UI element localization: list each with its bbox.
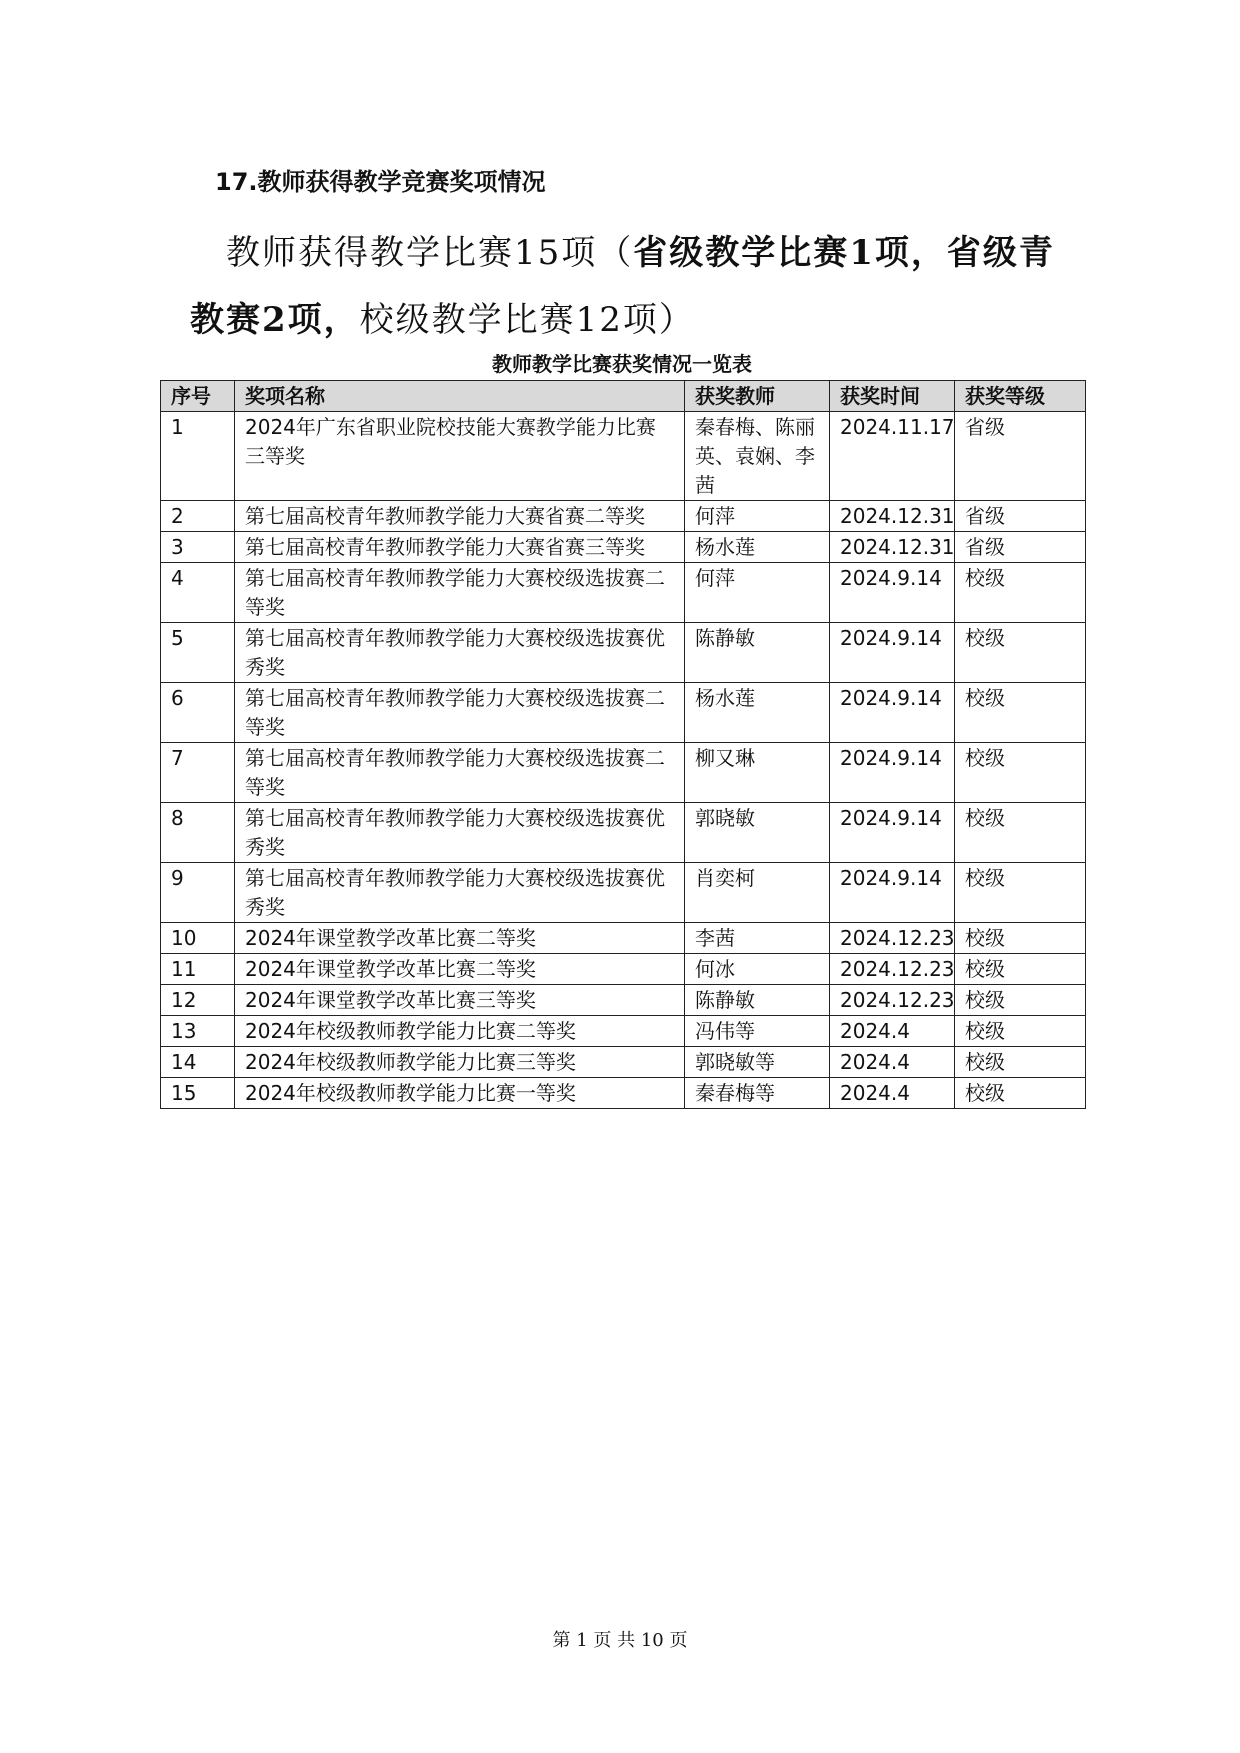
row-name: 2024年广东省职业院校技能大赛教学能力比赛三等奖: [235, 412, 685, 501]
header-level: 获奖等级: [955, 381, 1086, 412]
row-date: 2024.12.23: [830, 985, 955, 1016]
row-level: 校级: [955, 863, 1086, 923]
row-name: 2024年课堂教学改革比赛三等奖: [235, 985, 685, 1016]
row-teacher: 何萍: [685, 563, 830, 623]
row-no: 5: [161, 623, 235, 683]
row-level: 校级: [955, 563, 1086, 623]
row-level: 省级: [955, 532, 1086, 563]
row-no: 2: [161, 501, 235, 532]
summary-part-2: 省级教学比赛1项，省级青教赛2项，: [190, 233, 1055, 340]
row-teacher: 郭晓敏等: [685, 1047, 830, 1078]
table-row: [161, 1016, 1086, 1047]
row-name: 2024年校级教师教学能力比赛一等奖: [235, 1078, 685, 1109]
row-name: 2024年校级教师教学能力比赛二等奖: [235, 1016, 685, 1047]
row-name: 第七届高校青年教师教学能力大赛省赛三等奖: [235, 532, 685, 563]
row-date: 2024.12.31: [830, 501, 955, 532]
row-level: 校级: [955, 985, 1086, 1016]
summary-part-1: 教师获得教学比赛15项（: [226, 233, 634, 273]
row-level: 校级: [955, 923, 1086, 954]
table-row: [161, 743, 1086, 803]
row-no: 3: [161, 532, 235, 563]
table-row: [161, 923, 1086, 954]
row-name: 第七届高校青年教师教学能力大赛校级选拔赛二等奖: [235, 683, 685, 743]
row-no: 10: [161, 923, 235, 954]
row-teacher: 秦春梅等: [685, 1078, 830, 1109]
row-level: 校级: [955, 1078, 1086, 1109]
table-row: [161, 532, 1086, 563]
row-date: 2024.9.14: [830, 563, 955, 623]
row-date: 2024.4: [830, 1047, 955, 1078]
row-name: 第七届高校青年教师教学能力大赛校级选拔赛优秀奖: [235, 623, 685, 683]
row-no: 6: [161, 683, 235, 743]
row-date: 2024.9.14: [830, 863, 955, 923]
row-date: 2024.4: [830, 1016, 955, 1047]
header-date: 获奖时间: [830, 381, 955, 412]
row-level: 校级: [955, 1047, 1086, 1078]
row-level: 校级: [955, 683, 1086, 743]
row-name: 2024年课堂教学改革比赛二等奖: [235, 954, 685, 985]
row-teacher: 何萍: [685, 501, 830, 532]
table-header-row: [161, 381, 1086, 412]
row-no: 14: [161, 1047, 235, 1078]
summary-part-3: 校级教学比赛12项）: [359, 300, 695, 340]
summary-paragraph: [190, 220, 1070, 354]
table-row: [161, 1078, 1086, 1109]
table-row: [161, 985, 1086, 1016]
row-name: 2024年课堂教学改革比赛二等奖: [235, 923, 685, 954]
row-teacher: 何冰: [685, 954, 830, 985]
row-no: 11: [161, 954, 235, 985]
row-date: 2024.12.23: [830, 954, 955, 985]
row-date: 2024.12.23: [830, 923, 955, 954]
row-level: 校级: [955, 1016, 1086, 1047]
row-date: 2024.11.17: [830, 412, 955, 501]
table-row: [161, 1047, 1086, 1078]
table-row: [161, 683, 1086, 743]
row-level: 校级: [955, 803, 1086, 863]
table-caption: 教师教学比赛获奖情况一览表: [492, 352, 752, 376]
row-teacher: 杨水莲: [685, 532, 830, 563]
row-level: 省级: [955, 412, 1086, 501]
row-level: 校级: [955, 623, 1086, 683]
row-level: 校级: [955, 954, 1086, 985]
row-name: 第七届高校青年教师教学能力大赛校级选拔赛二等奖: [235, 563, 685, 623]
page-footer: 第 1 页 共 10 页: [552, 1630, 688, 1651]
row-teacher: 秦春梅、陈丽英、袁娴、李茜: [685, 412, 830, 501]
table-row: [161, 803, 1086, 863]
row-no: 9: [161, 863, 235, 923]
row-date: 2024.9.14: [830, 803, 955, 863]
row-name: 2024年校级教师教学能力比赛三等奖: [235, 1047, 685, 1078]
row-date: 2024.12.31: [830, 532, 955, 563]
row-no: 12: [161, 985, 235, 1016]
table-row: [161, 954, 1086, 985]
row-name: 第七届高校青年教师教学能力大赛校级选拔赛二等奖: [235, 743, 685, 803]
row-no: 13: [161, 1016, 235, 1047]
section-heading: 17.教师获得教学竞赛奖项情况: [215, 168, 546, 196]
row-level: 省级: [955, 501, 1086, 532]
table-row: [161, 501, 1086, 532]
header-no: 序号: [161, 381, 235, 412]
row-no: 7: [161, 743, 235, 803]
row-teacher: 郭晓敏: [685, 803, 830, 863]
awards-table: [160, 380, 1086, 1109]
row-date: 2024.9.14: [830, 623, 955, 683]
table-row: [161, 412, 1086, 501]
table-body: [161, 412, 1086, 1109]
row-teacher: 陈静敏: [685, 985, 830, 1016]
row-teacher: 冯伟等: [685, 1016, 830, 1047]
row-teacher: 李茜: [685, 923, 830, 954]
row-no: 4: [161, 563, 235, 623]
row-name: 第七届高校青年教师教学能力大赛校级选拔赛优秀奖: [235, 803, 685, 863]
table-row: [161, 863, 1086, 923]
row-name: 第七届高校青年教师教学能力大赛校级选拔赛优秀奖: [235, 863, 685, 923]
row-teacher: 肖奕柯: [685, 863, 830, 923]
row-no: 8: [161, 803, 235, 863]
row-teacher: 柳又琳: [685, 743, 830, 803]
row-date: 2024.9.14: [830, 743, 955, 803]
row-level: 校级: [955, 743, 1086, 803]
table-row: [161, 623, 1086, 683]
row-teacher: 杨水莲: [685, 683, 830, 743]
row-name: 第七届高校青年教师教学能力大赛省赛二等奖: [235, 501, 685, 532]
row-no: 1: [161, 412, 235, 501]
row-teacher: 陈静敏: [685, 623, 830, 683]
header-name: 奖项名称: [235, 381, 685, 412]
table-row: [161, 563, 1086, 623]
row-date: 2024.9.14: [830, 683, 955, 743]
header-teacher: 获奖教师: [685, 381, 830, 412]
row-no: 15: [161, 1078, 235, 1109]
row-date: 2024.4: [830, 1078, 955, 1109]
